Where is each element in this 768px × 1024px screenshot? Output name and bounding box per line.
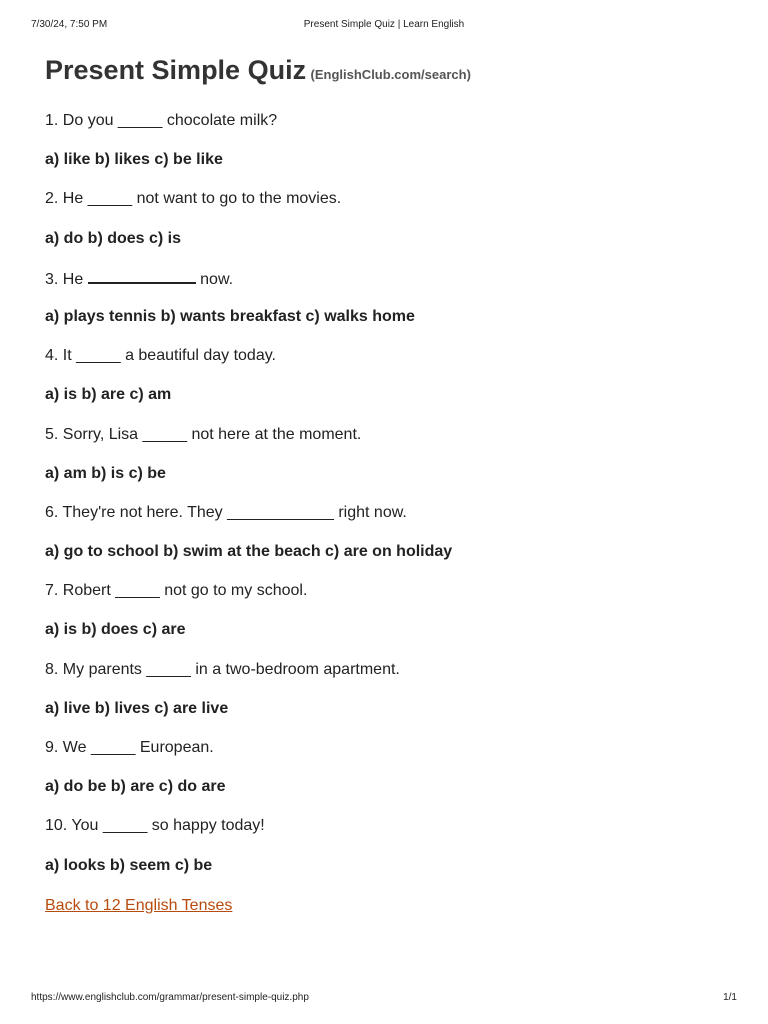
answer-options-5: a) am b) is c) be [45,464,166,482]
document-body [45,55,728,916]
question-9: 9. We _____ European. [45,739,214,756]
question-5: 5. Sorry, Lisa _____ not here at the moment. [45,425,362,443]
print-page-title: Present Simple Quiz | Learn English [303,19,465,30]
answer-options-3: a) plays tennis b) wants breakfast c) walks home [45,307,415,325]
print-datetime: 7/30/24, 7:50 PM [31,19,108,30]
answer-options-7: a) is b) does c) are [45,621,186,639]
answer-options-2: a) do b) does c) is [45,229,182,247]
print-url: https://www.englishclub.com/grammar/present-simple-quiz.php [31,992,309,1003]
question-2: 2. He _____ not want to go to the movies. [45,190,342,208]
print-header [31,19,737,33]
answer-options-6: a) go to school b) swim at the beach c) are on holiday [45,543,453,561]
question-3-start: 3. He [45,270,84,288]
answer-options-1: a) like b) likes c) be like [45,151,223,169]
question-3-end: now. [200,270,234,288]
answer-blank [88,268,196,284]
answer-options-8: a) live b) lives c) are live [45,699,229,717]
question-10: 10. You _____ so happy today! [45,817,265,835]
question-1: 1. Do you _____ chocolate milk? [45,112,278,129]
title-source: (EnglishClub.com/search) [310,67,471,82]
print-footer [31,992,737,1006]
question-8: 8. My parents _____ in a two-bedroom apartment. [45,660,400,678]
question-7: 7. Robert _____ not go to my school. [45,582,308,600]
back-to-tenses-link[interactable]: Back to 12 English Tenses [45,896,233,914]
question-6: 6. They're not here. They ____________ right now. [45,503,407,521]
answer-options-4: a) is b) are c) am [45,386,172,404]
question-3 [45,268,728,307]
title-row [45,55,728,99]
page-count: 1/1 [723,992,737,1003]
question-4: 4. It _____ a beautiful day today. [45,347,276,365]
quiz-list [45,111,728,895]
answer-options-10: a) looks b) seem c) be [45,856,213,874]
answer-options-9: a) do be b) are c) do are [45,778,226,796]
page-title: Present Simple Quiz [45,55,307,85]
